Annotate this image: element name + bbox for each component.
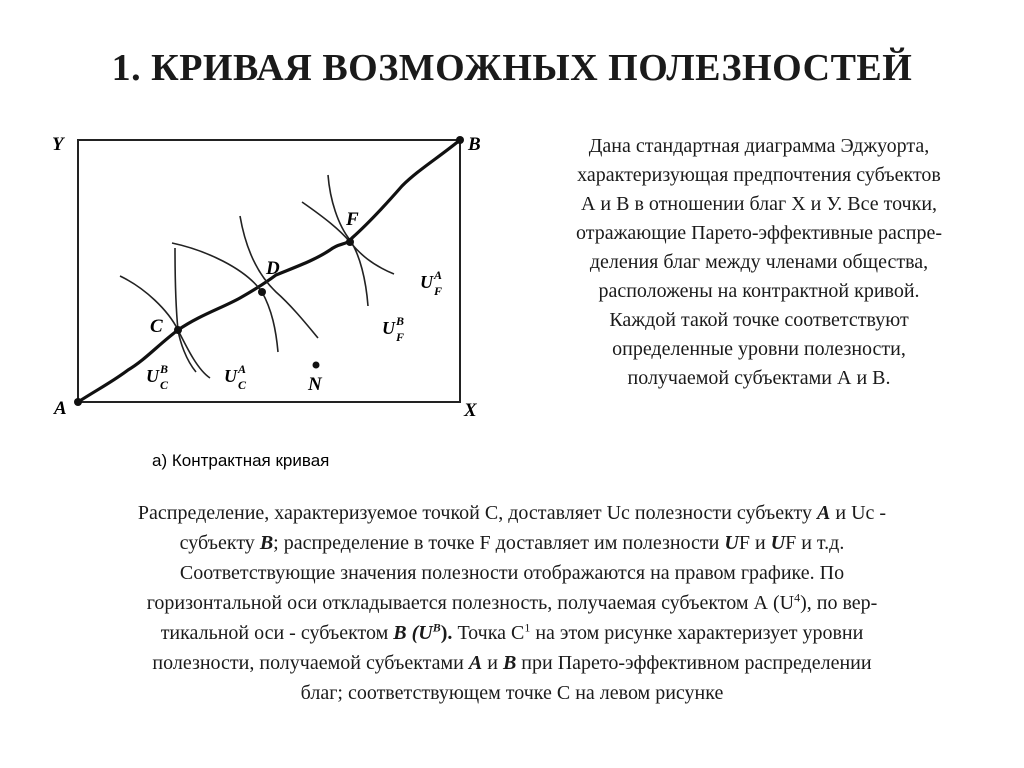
label-a: A [54, 398, 67, 419]
indifference-curve-ucb [175, 248, 196, 372]
explanation-line: полезности, получаемой субъектами A и B при Парето-эффективном распределении [152, 652, 872, 674]
label-n: N [308, 374, 322, 395]
edgeworth-box-diagram [40, 120, 500, 480]
label-u-c-b: $U^B$ C [146, 362, 169, 392]
point-b-dot [456, 136, 464, 144]
description-line: Каждой такой точке соответствуют [609, 309, 909, 331]
explanation-line: благ; соответствующем точке С на левом рисунке [300, 682, 724, 704]
label-f: F [346, 209, 359, 230]
indifference-curve-uda [172, 243, 278, 352]
description-line: расположены на контрактной кривой. [598, 280, 920, 302]
diagram-caption: а) Контрактная кривая [152, 451, 330, 470]
label-u-f-a: $U^A$ F [420, 268, 443, 298]
point-c-dot [174, 326, 182, 334]
label-x: X [464, 400, 477, 421]
description-line: определенные уровни полезности, [612, 338, 906, 360]
label-u-c-a: $U^A$ C [224, 362, 247, 392]
explanation-line: тикальной оси - субъектом B $(U^B)$. Точка $С^1$ на этом рисунке характеризует уровни [160, 620, 864, 644]
label-y: Y [52, 134, 64, 155]
point-n-dot [313, 362, 320, 369]
slide-title: 1. КРИВАЯ ВОЗМОЖНЫХ ПОЛЕЗНОСТЕЙ [111, 47, 913, 89]
description-line: деления благ между членами общества, [589, 251, 929, 273]
point-d-dot [258, 288, 266, 296]
description-line: А и В в отношении благ Х и У. Все точки, [580, 193, 938, 215]
explanation-line: Соответствующие значения полезности отображаются на правом графике. По [179, 562, 845, 584]
explanation-line: Распределение, характеризуемое точкой С, доставляет Uc полезности субъекту A и Uc - [137, 502, 887, 524]
label-d: D [266, 258, 280, 279]
explanation-line: горизонтальной оси откладывается полезность, получаемая субъектом А $(U^4)$, по вер- [146, 590, 878, 614]
point-a-dot [74, 398, 82, 406]
explanation-line: субъекту B; распределение в точке F доставляет им полезности UF и UF и т.д. [179, 532, 845, 554]
description-text [514, 132, 1004, 393]
label-b: B [468, 134, 481, 155]
label-u-f-b: $U^B$ F [382, 314, 405, 344]
point-f-dot [346, 238, 354, 246]
description-line: получаемой субъектами А и В. [627, 367, 891, 389]
description-line: характеризующая предпочтения субъектов [577, 164, 941, 186]
label-c: C [150, 316, 163, 337]
description-line: отражающие Парето-эффективные распре- [575, 222, 943, 244]
description-line: Дана стандартная диаграмма Эджуорта, [588, 135, 930, 157]
explanation-text [18, 498, 1006, 708]
